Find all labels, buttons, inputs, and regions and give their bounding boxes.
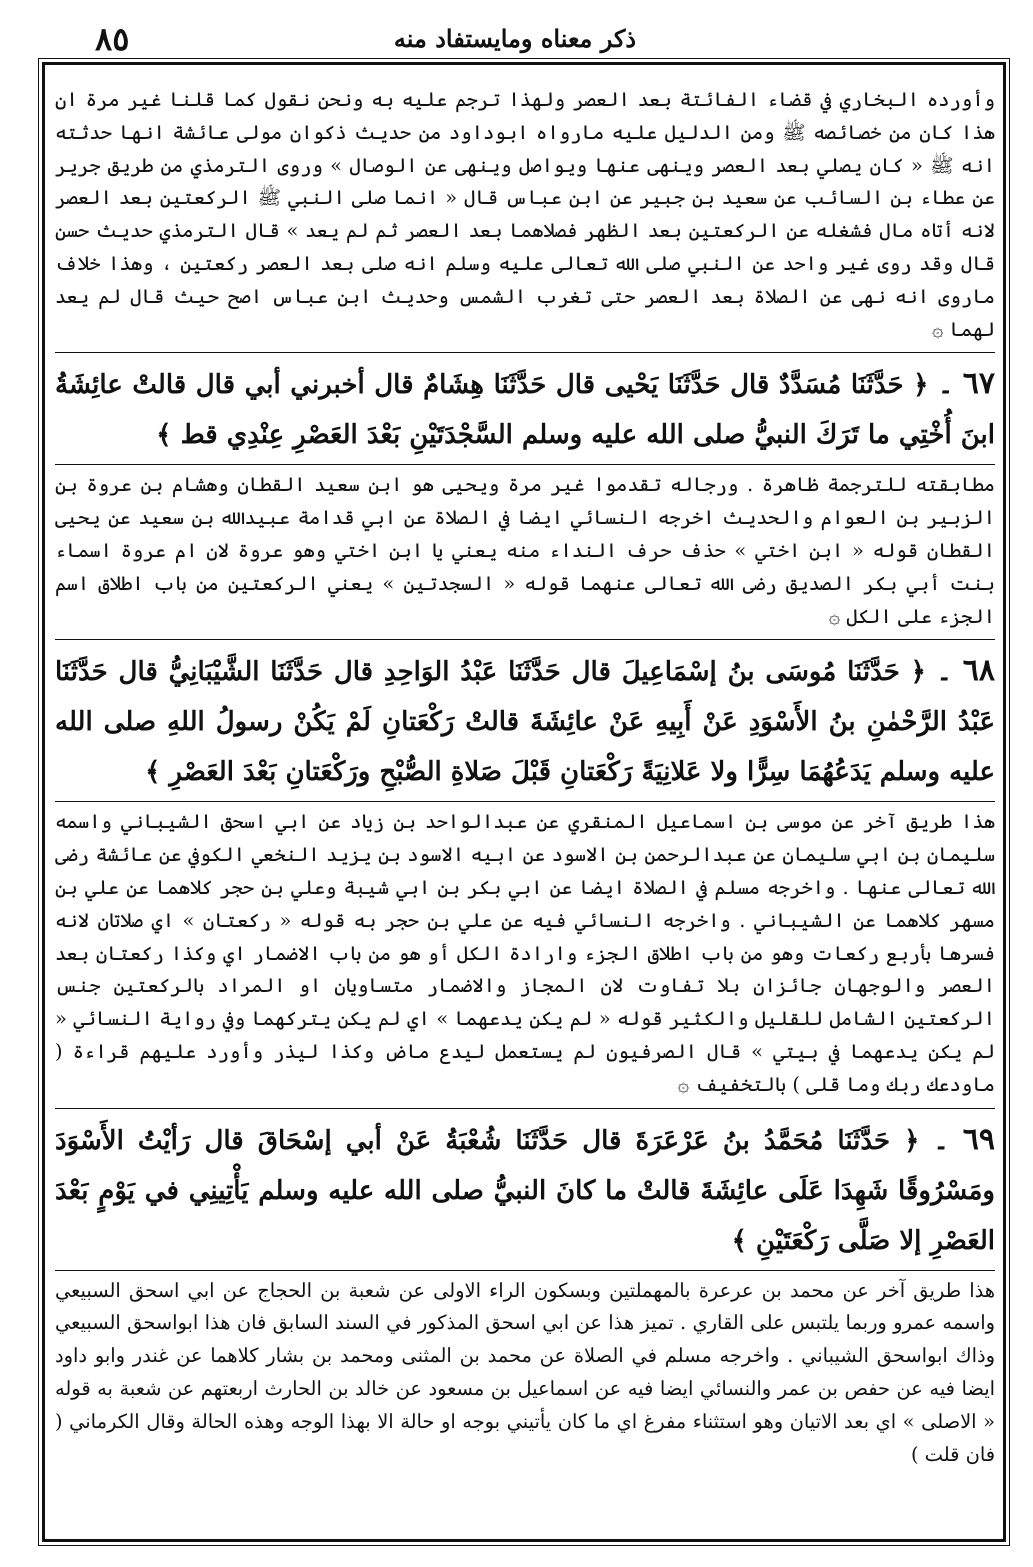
divider <box>55 639 995 640</box>
hadith-body: ۔ ﴿ حَدَّثَنَا مُوسَى بنُ إسْمَاعِيلَ قال حَدَّثَنَا عَبْدُ الوَاحِدِ قال حَدَّثَنَا الشَّيْبَانِيُّ قال حَدَّثَنَا عَبْدُ الرَّحْمٰنِ بنُ الأَسْوَدِ عَنْ أَبِيهِ عَنْ عائِشَةَ قالتْ رَكْعَتانِ لَمْ يَكُنْ رسولُ اللهِ صلى الله عليه وسلم يَدَعُهُمَا سِرًّا ولا عَلانِيَةً رَكْعَتانِ قَبْلَ صَلاةِ الصُّبْحِ ورَكْعَتانِ بَعْدَ العَصْرِ ﴾ <box>55 657 995 788</box>
commentary-paragraph: هذا طريق آخر عن محمد بن عرعرة بالمهملتين وبسكون الراء الاولى عن شعبة بن الحجاج عن ابي اسحق السبيعي واسمه عمرو وربما يلتبس على القاري . تميز هذا عن ابي اسحق المذكور في السند السابق فان هذا ابواسحق السبيعي وذاك ابواسحق الشيباني . واخرجه مسلم في الصلاة عن محمد بن المثنى ومحمد بن بشار كلاهما عن غندر وابو داود ايضا فيه عن حفص بن عمر والنسائي ايضا فيه عن اسماعيل بن مسعود عن خالد بن الحارث اربعتهم عن شعبة به قوله « الاصلى » اي بعد الاتيان وهو استثناء مفرغ اي ما كان يأتيني بوجه او حالة الا بهذا الوجه وهذه الحالة وقال الكرماني ( فان قلت ) <box>55 1278 995 1466</box>
hadith-text <box>55 359 995 460</box>
text-body <box>55 84 995 1471</box>
running-title: ذکر معناه ومایستفاد منه <box>393 24 637 53</box>
hadith-body: ۔ ﴿ حَدَّثَنَا مُحَمَّدُ بنُ عَرْعَرَةَ قال حَدَّثَنَا شُعْبَةُ عَنْ أبي إسْحَاقَ قال رَأيْتُ الأَسْوَدَ ومَسْرُوقًا شَهِدَا عَلَى عائِشَةَ قالتْ ما كانَ النبيُّ صلى الله عليه وسلم يَأْتِينِي في يَوْمٍ بَعْدَ العَصْرِ إلا صَلَّى رَكْعَتَيْنِ ﴾ <box>55 1125 995 1256</box>
hadith-number: ٦٨ <box>962 653 995 689</box>
commentary-paragraph: وأورده البخاري في قضاء الفائتة بعد العصر ولهذا ترجم عليه به ونحن نقول كما قلنا غير مرة ان هذا كان من خصائصه ﷺ ومن الدليل عليه مارواه ابوداود من حديث ذكوان مولى عائشة انها حدثته انه ﷺ « كان يصلي بعد العصر وينهى عنها ويواصل وينهى عن الوصال » وروى الترمذي من طريق جرير عن عطاء بن السائب عن سعيد بن جبير عن ابن عباس قال « انما صلى النبي ﷺ الركعتين بعد العصر لانه أتاه مال فشغله عن الركعتين بعد الظهر فصلاهما بعد العصر ثم لم يعد » قال الترمذي حديث حسن قال وقد روى غير واحد عن النبي صلى الله تعالى عليه وسلم انه صلى بعد العصر ركعتين ، وهذا خلاف ماروى انه نهى عن الصلاة بعد العصر حتى تغرب الشمس وحديث ابن عباس اصح حيث قال لم يعد لهما ۞ <box>55 88 995 341</box>
hadith-number: ٦٩ <box>962 1121 995 1157</box>
hadith-number: ٦٧ <box>962 366 995 402</box>
divider <box>55 1108 995 1109</box>
divider <box>55 801 995 802</box>
commentary-paragraph: مطابقته للترجمة ظاهرة . ورجاله تقدموا غير مرة ويحيى هو ابن سعيد القطان وهشام بن عروة بن الزبير بن العوام والحديث اخرجه النسائي ايضا في الصلاة عن ابي قدامة عبيدالله بن سعيد عن يحيى القطان قوله « ابن اختي » حذف حرف النداء منه يعني يا ابن اختي وهو عروة لان ام عروة اسماء بنت أبي بكر الصديق رضى الله تعالى عنهما قوله « السجدتين » يعني الركعتين من باب اطلاق اسم الجزء على الكل ۞ <box>55 473 995 628</box>
hadith-body: ۔ ﴿ حَدَّثَنَا مُسَدَّدٌ قال حَدَّثَنَا يَحْيى قال حَدَّثَنَا هِشَامٌ قال أخبرني أبي قال قالتْ عائِشَةُ ابنَ أُخْتِي ما تَرَكَ النبيُّ صلى الله عليه وسلم السَّجْدَتَيْنِ بَعْدَ العَصْرِ عِنْدِي قط ﴾ <box>55 370 995 451</box>
hadith-text <box>55 1115 995 1266</box>
divider <box>55 464 995 465</box>
page-number: ٨٥ <box>95 20 130 58</box>
hadith-text <box>55 646 995 797</box>
divider <box>55 352 995 353</box>
page-header <box>40 20 990 64</box>
divider <box>55 1270 995 1271</box>
commentary-paragraph: هذا طريق آخر عن موسى بن اسماعيل المنقري عن عبدالواحد بن زياد عن ابي اسحق الشيباني واسمه سليمان بن ابي سليمان عن عبدالرحمن بن الاسود عن ابيه الاسود بن يزيد النخعي الكوفي عن عائشة رضى الله تعالى عنها . واخرجه مسلم في الصلاة ايضا عن ابي بكر بن ابي شيبة وعلي بن حجر كلاهما عن علي بن مسهر كلاهما عن الشيباني . واخرجه النسائي فيه عن علي بن حجر به قوله « ركعتان » اي صلاتان لانه فسرها بأربع ركعات وهو من باب اطلاق الجزء وارادة الكل أو هو من باب الاضمار اي وكذا ركعتان بعد العصر والوجهان جائزان بلا تفاوت لان المجاز والاضمار متساويان او المراد بالركعتين جنس الركعتين الشامل للقليل والكثير قوله « لم يكن يدعهما » اي لم يكن يتركهما وفي رواية النسائي « لم يكن يدعهما في بيتي » قال الصرفيون لم يستعمل ليدع ماض وكذا ليذر وأورد عليهم قراءة ( ماودعك ربك وما قلى ) بالتخفيف ۞ <box>55 810 995 1096</box>
